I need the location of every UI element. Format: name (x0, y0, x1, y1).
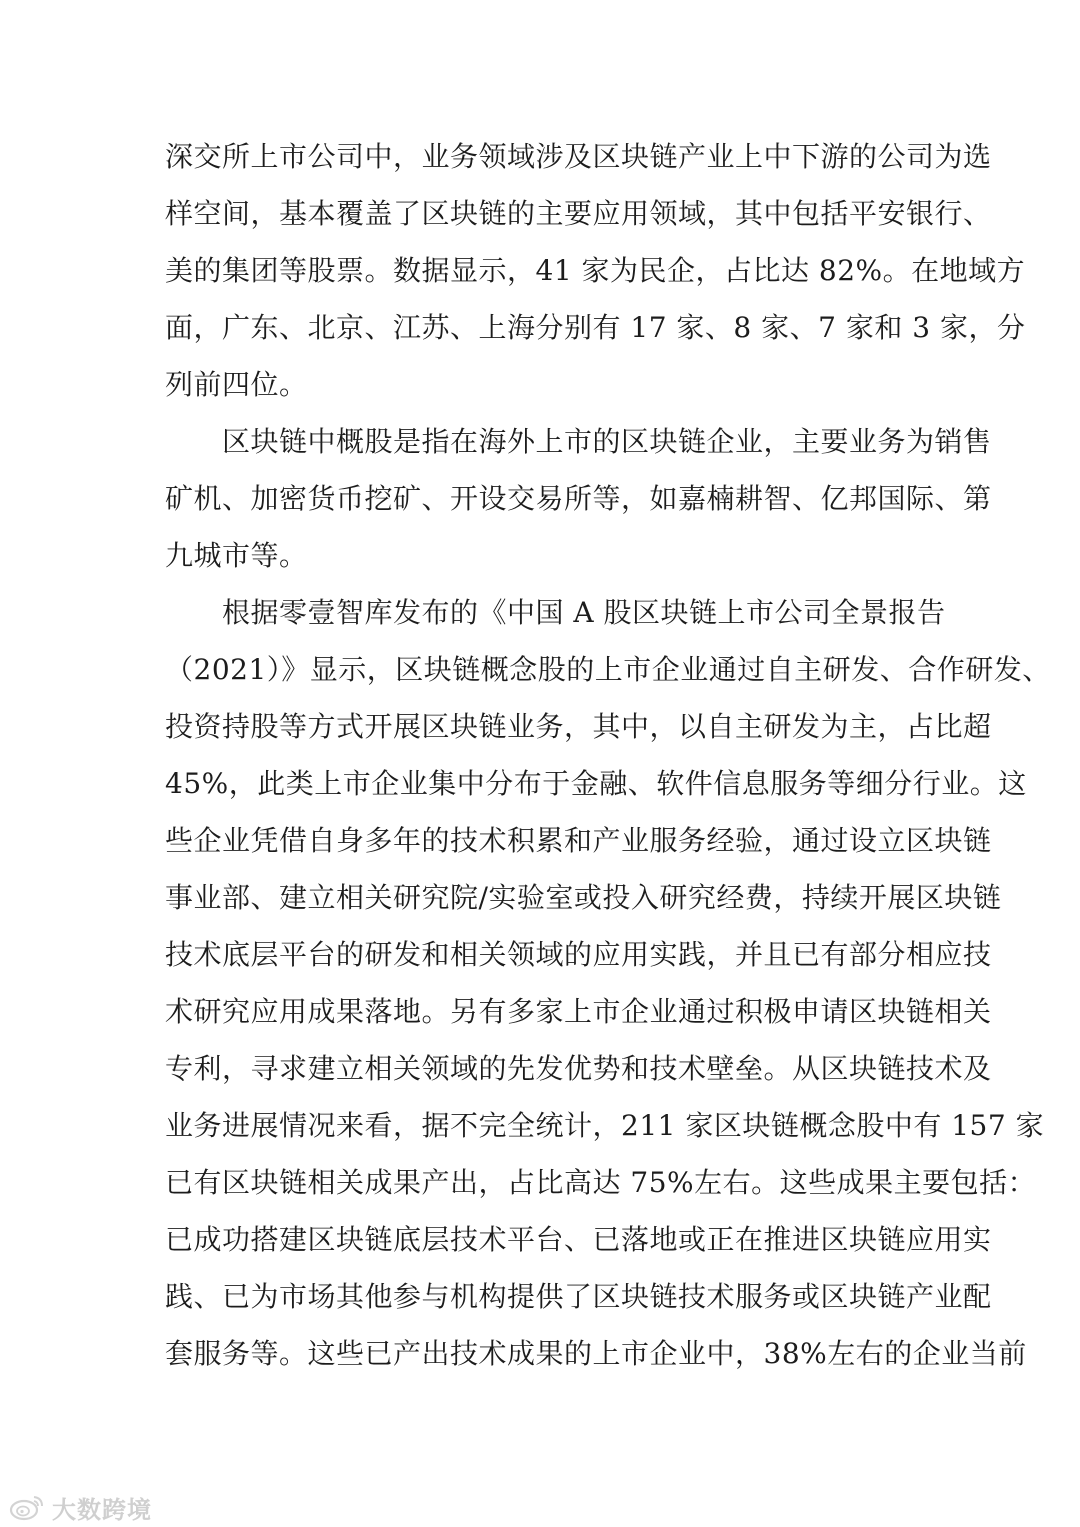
text-line: 列前四位。 (165, 368, 308, 401)
text-line: 践、已为市场其他参与机构提供了区块链技术服务或区块链产业配 (165, 1280, 992, 1313)
weibo-logo-icon (8, 1492, 46, 1522)
text-line: 专利，寻求建立相关领域的先发优势和技术壁垒。从区块链技术及 (165, 1052, 992, 1085)
text-line: 套服务等。这些已产出技术成果的上市企业中，38%左右的企业当前 (165, 1337, 1027, 1370)
watermark-text: 大数跨境 (52, 1495, 152, 1524)
watermark (8, 1490, 152, 1524)
text-line: 术研究应用成果落地。另有多家上市企业通过积极申请区块链相关 (165, 995, 992, 1028)
paragraph-3 (165, 584, 1051, 1382)
paragraph-2 (165, 413, 992, 584)
text-line: 根据零壹智库发布的《中国 A 股区块链上市公司全景报告 (165, 596, 946, 629)
text-line: 已有区块链相关成果产出，占比高达 75%左右。这些成果主要包括： (165, 1166, 1037, 1199)
text-line: 事业部、建立相关研究院/实验室或投入研究经费，持续开展区块链 (165, 881, 1002, 914)
text-line: 矿机、加密货币挖矿、开设交易所等，如嘉楠耕智、亿邦国际、第 (165, 482, 992, 515)
text-line: 样空间，基本覆盖了区块链的主要应用领域，其中包括平安银行、 (165, 197, 992, 230)
text-line: 面，广东、北京、江苏、上海分别有 17 家、8 家、7 家和 3 家，分 (165, 311, 1026, 344)
document-body (165, 128, 1051, 1382)
text-line: 45%，此类上市企业集中分布于金融、软件信息服务等细分行业。这 (165, 767, 1027, 800)
text-line: 业务进展情况来看，据不完全统计，211 家区块链概念股中有 157 家 (165, 1109, 1045, 1142)
text-line: 投资持股等方式开展区块链业务，其中，以自主研发为主，占比超 (165, 710, 992, 743)
paragraph-1 (165, 128, 1026, 413)
text-line: 技术底层平台的研发和相关领域的应用实践，并且已有部分相应技 (165, 938, 992, 971)
text-line: 区块链中概股是指在海外上市的区块链企业，主要业务为销售 (165, 425, 992, 458)
text-line: 已成功搭建区块链底层技术平台、已落地或正在推进区块链应用实 (165, 1223, 992, 1256)
text-line: 美的集团等股票。数据显示，41 家为民企，占比达 82%。在地域方 (165, 254, 1026, 287)
text-line: 九城市等。 (165, 539, 308, 572)
text-line: （2021）》显示，区块链概念股的上市企业通过自主研发、合作研发、 (165, 653, 1051, 686)
text-line: 些企业凭借自身多年的技术积累和产业服务经验，通过设立区块链 (165, 824, 992, 857)
text-line: 深交所上市公司中，业务领域涉及区块链产业上中下游的公司为选 (165, 140, 992, 173)
